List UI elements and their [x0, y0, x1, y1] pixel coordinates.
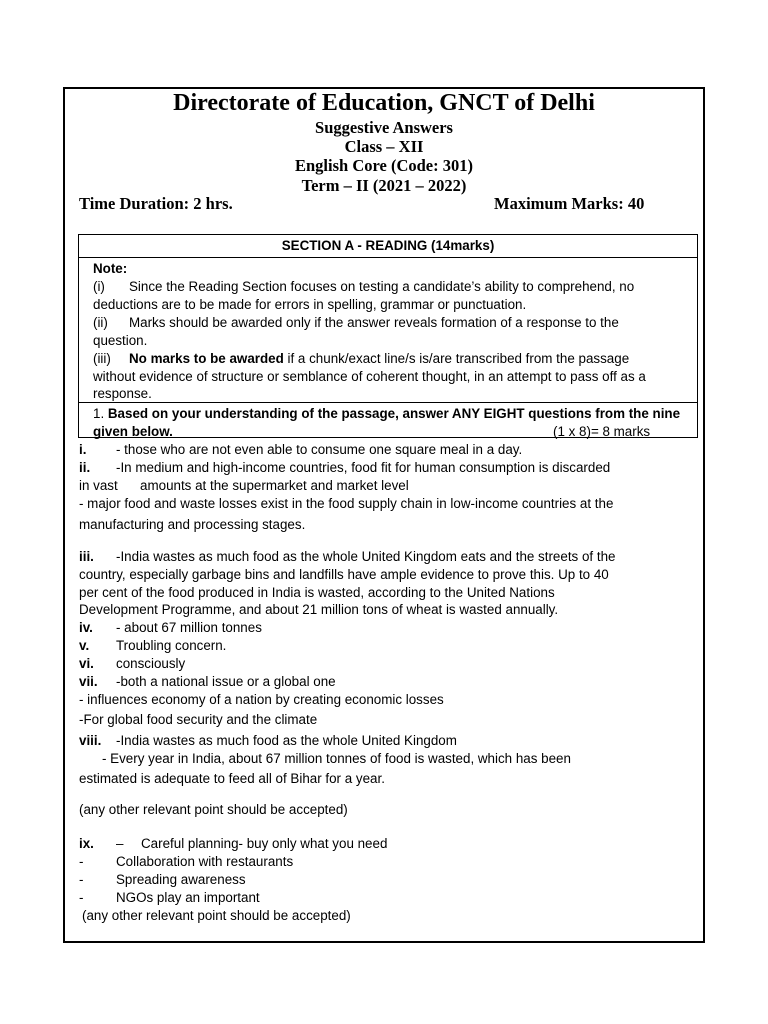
answer-iii-label: iii.: [79, 549, 94, 564]
note-label: Note:: [93, 261, 128, 276]
answer-ii-label: ii.: [79, 460, 91, 475]
note-iii-line3: response.: [93, 386, 152, 401]
answer-ix-bullet2: Spreading awareness: [116, 872, 246, 887]
answer-ix-bullet3-dash: -: [79, 890, 84, 905]
time-duration: Time Duration: 2 hrs.: [79, 194, 233, 213]
note-i-number: (i): [93, 279, 105, 294]
answer-vi-text: consciously: [116, 656, 186, 671]
question-1-text: Based on your understanding of the passage, answer ANY EIGHT questions from the nine: [107, 406, 681, 421]
answer-ii-line3: - major food and waste losses exist in the food supply chain in low-income countries at the: [79, 496, 614, 511]
answer-iv-label: iv.: [79, 620, 93, 635]
answer-ix-line1: Careful planning- buy only what you need: [141, 836, 388, 851]
note-ii-number: (ii): [93, 315, 108, 330]
answer-ix-label: ix.: [79, 836, 94, 851]
subtitle-term: Term – II (2021 – 2022): [301, 176, 467, 195]
maximum-marks: Maximum Marks: 40: [494, 194, 645, 213]
answer-ix-bullet1: Collaboration with restaurants: [116, 854, 294, 869]
section-heading-box: [78, 234, 698, 258]
note-iii-rest: if a chunk/exact line/s is/are transcribed from the passage: [283, 351, 630, 366]
answer-vi-label: vi.: [79, 656, 94, 671]
question-1-marks: (1 x 8)= 8 marks: [553, 424, 651, 439]
answer-viii-note: (any other relevant point should be accepted): [79, 802, 348, 817]
answer-viii-line1: -India wastes as much food as the whole United Kingdom: [116, 733, 457, 748]
subtitle-suggestive-answers: Suggestive Answers: [315, 118, 453, 137]
answer-ii-line1: -In medium and high-income countries, food fit for human consumption is discarded: [116, 460, 611, 475]
answer-viii-line3: estimated is adequate to feed all of Bihar for a year.: [79, 771, 385, 786]
answer-viii-label: viii.: [79, 733, 102, 748]
subtitle-class: Class – XII: [344, 137, 424, 156]
answer-iv-text: - about 67 million tonnes: [116, 620, 262, 635]
answer-vii-label: vii.: [79, 674, 98, 689]
answer-ix-bullet2-dash: -: [79, 872, 84, 887]
note-i-line2: deductions are to be made for errors in spelling, grammar or punctuation.: [93, 297, 527, 312]
answer-vii-line1: -both a national issue or a global one: [116, 674, 336, 689]
answer-ix-bullet1-dash: -: [79, 854, 84, 869]
answer-iii-line2: country, especially garbage bins and landfills have ample evidence to prove this. Up to 40: [79, 567, 609, 582]
section-heading: SECTION A - READING (14marks): [281, 238, 495, 253]
answer-ii-line2: in vast amounts at the supermarket and market level: [79, 478, 409, 493]
note-iii-number: (iii): [93, 351, 111, 366]
note-iii-bold: No marks to be awarded: [129, 351, 284, 366]
page-title: Directorate of Education, GNCT of Delhi: [173, 90, 595, 116]
answer-i-text: - those who are not even able to consume one square meal in a day.: [116, 442, 523, 457]
answer-viii-line2: - Every year in India, about 67 million tonnes of food is wasted, which has been: [102, 751, 571, 766]
answer-iii-line3: per cent of the food produced in India is wasted, according to the United Nations: [79, 585, 555, 600]
question-1-line1: [93, 405, 680, 423]
answer-i-label: i.: [79, 442, 87, 457]
note-iii-line1: [129, 350, 629, 368]
answer-iii-line4: Development Programme, and about 21 million tons of wheat is wasted annually.: [79, 602, 559, 617]
answer-vii-line2: - influences economy of a nation by creating economic losses: [79, 692, 444, 707]
note-ii-line1: Marks should be awarded only if the answer reveals formation of a response to the: [129, 315, 619, 330]
note-i-line1: Since the Reading Section focuses on testing a candidate’s ability to comprehend, no: [129, 279, 635, 294]
answer-v-label: v.: [79, 638, 90, 653]
answer-ii-line4: manufacturing and processing stages.: [79, 517, 306, 532]
question-1-line2: given below.: [93, 424, 173, 439]
answer-vii-line3: -For global food security and the climate: [79, 712, 318, 727]
answer-ix-dash: –: [116, 836, 124, 851]
answer-v-text: Troubling concern.: [116, 638, 227, 653]
question-1-number: 1.: [93, 406, 108, 421]
answer-iii-line1: -India wastes as much food as the whole United Kingdom eats and the streets of the: [116, 549, 616, 564]
answer-ix-note: (any other relevant point should be accepted): [82, 908, 351, 923]
note-ii-line2: question.: [93, 333, 148, 348]
subtitle-subject: English Core (Code: 301): [295, 156, 473, 175]
note-iii-line2: without evidence of structure or semblance of coherent thought, in an attempt to pass off as a: [93, 369, 646, 384]
answer-ix-bullet3: NGOs play an important: [116, 890, 260, 905]
